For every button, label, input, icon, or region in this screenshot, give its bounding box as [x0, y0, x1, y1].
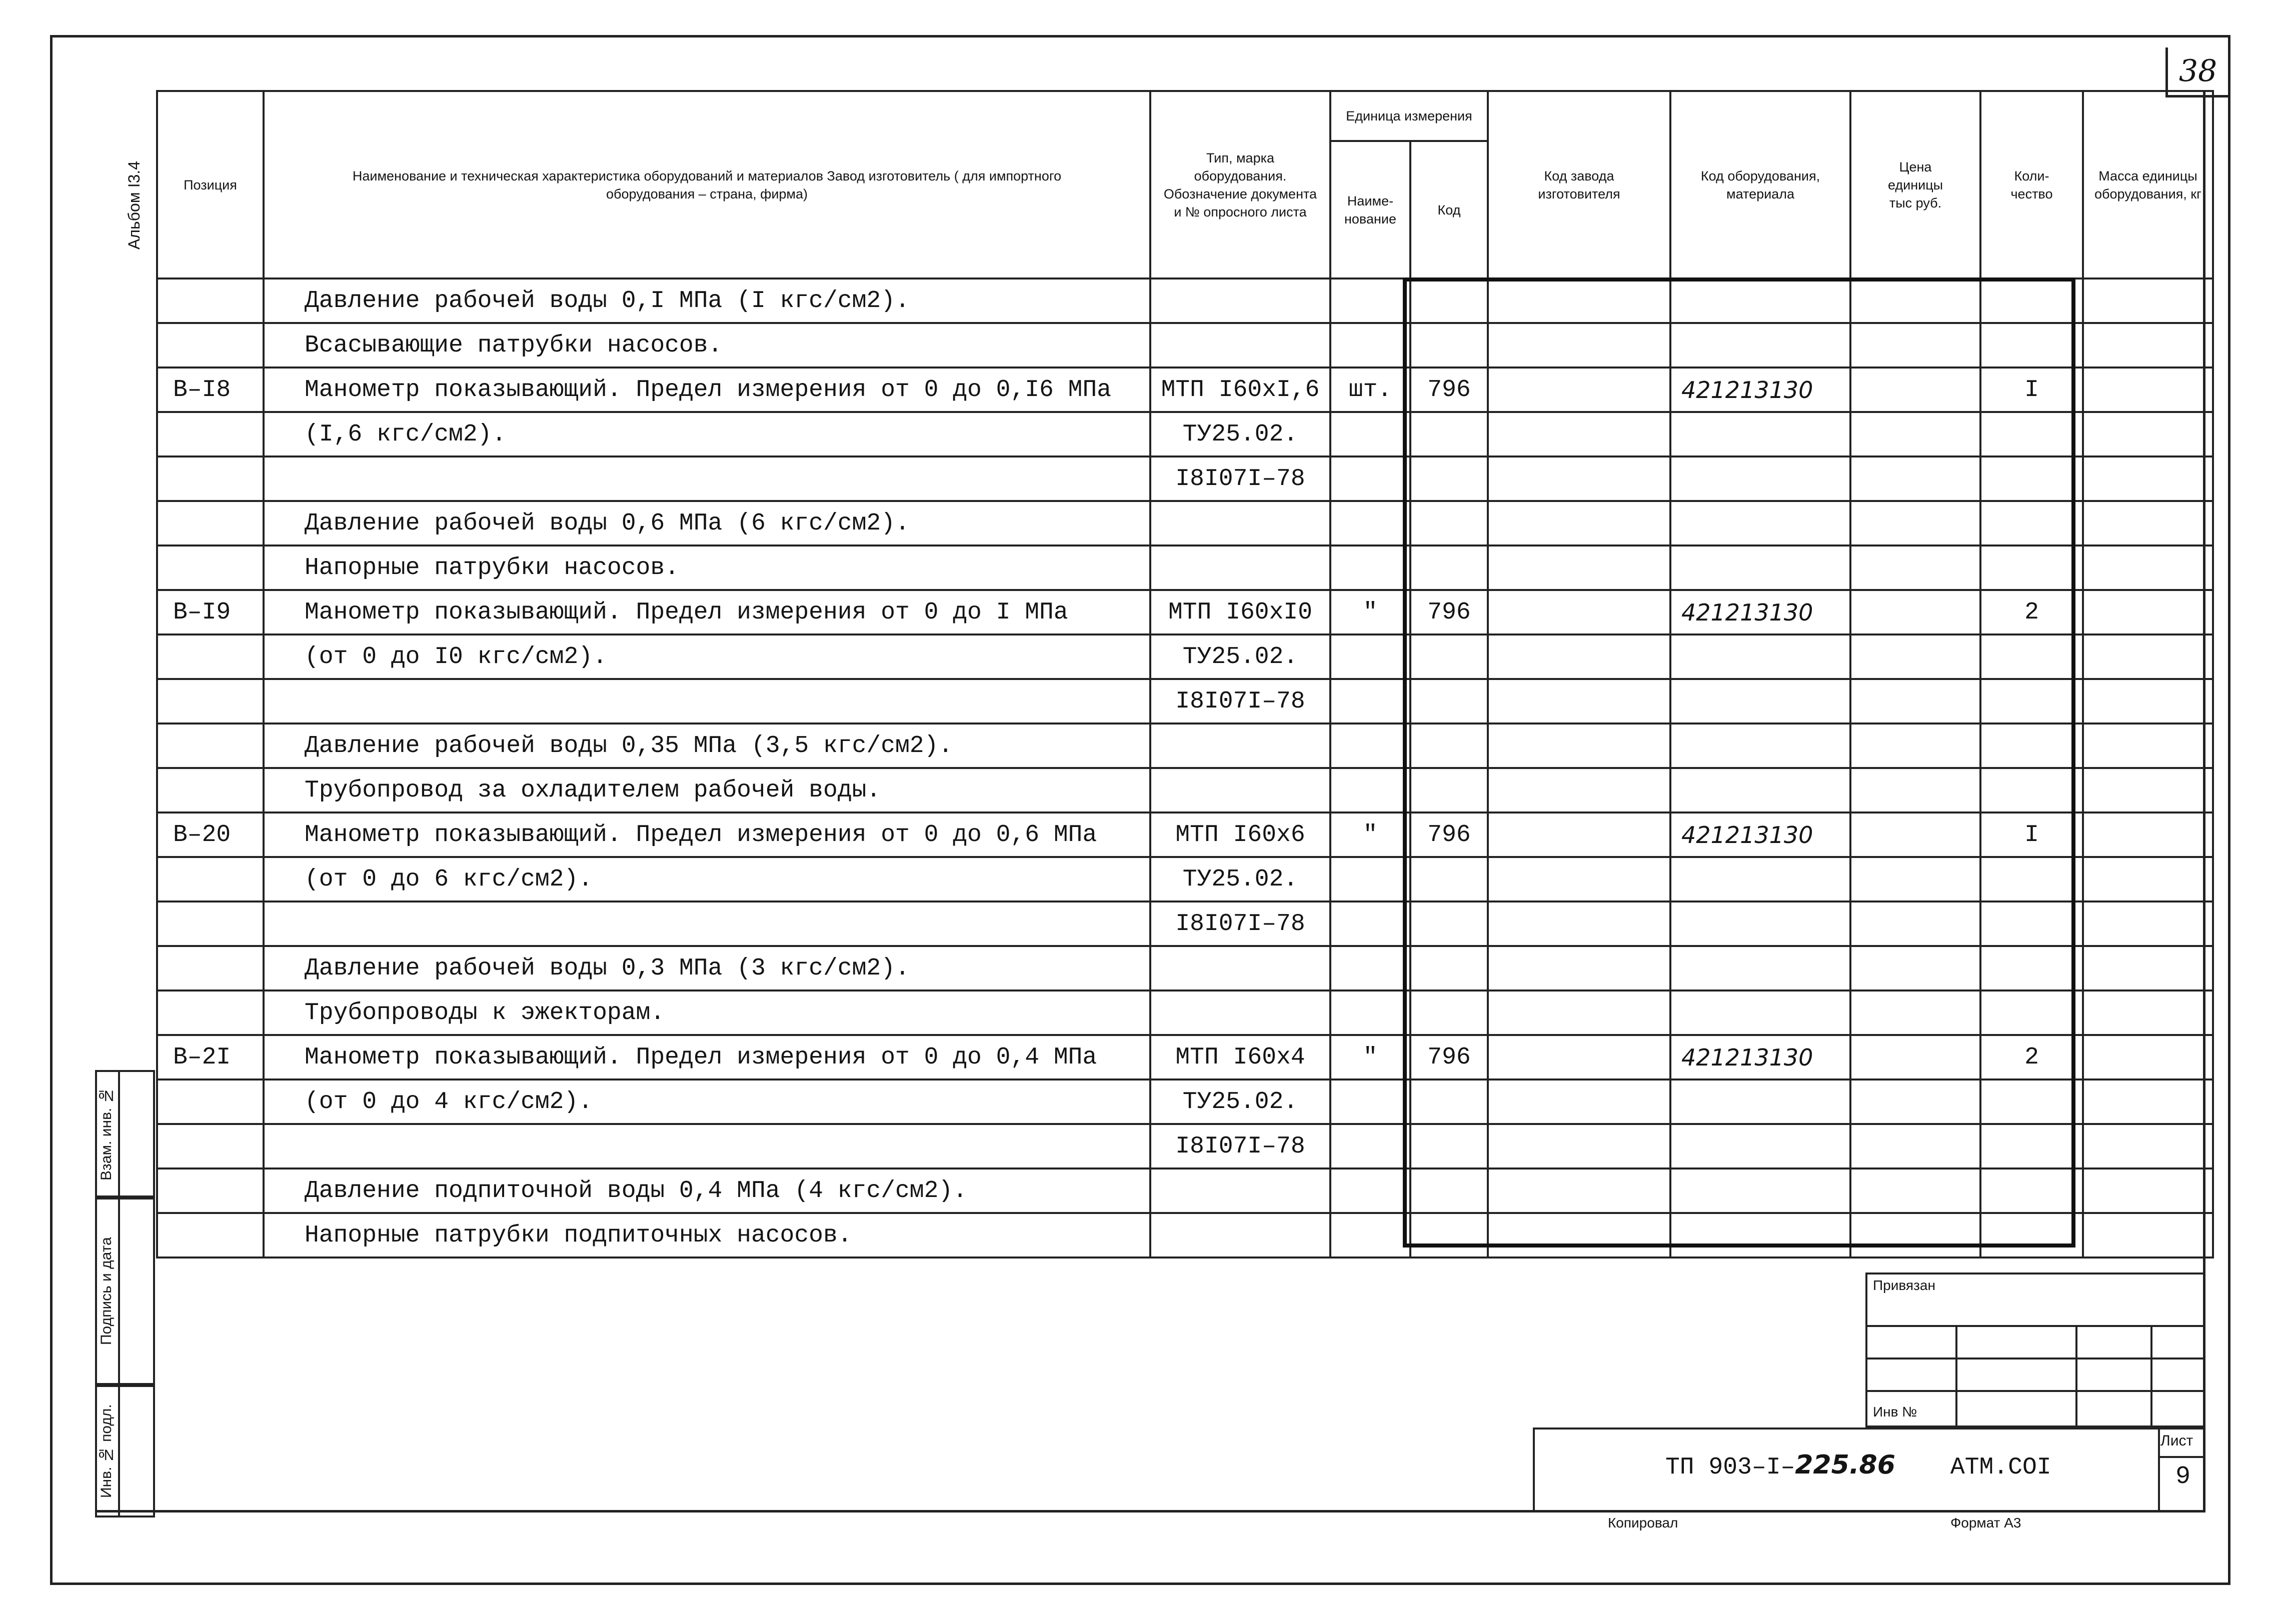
row-unit [1330, 902, 1410, 946]
row-unit-code: 796 [1410, 812, 1488, 857]
row-mass [2083, 990, 2213, 1035]
row-mass [2083, 1168, 2213, 1213]
row-position [157, 724, 264, 768]
table-row [157, 278, 2213, 323]
row-qty [1980, 1213, 2083, 1258]
row-type [1150, 323, 1330, 368]
row-mass [2083, 812, 2213, 857]
row-unit-code [1410, 768, 1488, 812]
row-equip-code [1670, 724, 1850, 768]
row-qty: I [1980, 368, 2083, 412]
table-row [157, 1124, 2213, 1168]
spec-table [156, 90, 2214, 1258]
row-price [1850, 590, 1980, 634]
row-unit [1330, 857, 1410, 902]
row-mass [2083, 546, 2213, 590]
table-row [157, 501, 2213, 546]
row-equip-code: 421213130 [1670, 1035, 1850, 1080]
row-position: В–2I [157, 1035, 264, 1080]
row-position [157, 412, 264, 456]
row-unit-code [1410, 1124, 1488, 1168]
row-price [1850, 368, 1980, 412]
side-label-podpis: Подпись и дата [95, 1198, 120, 1385]
row-position [157, 634, 264, 679]
row-type [1150, 946, 1330, 990]
album-label: Альбом I3.4 [125, 160, 143, 250]
table-row [157, 368, 2213, 412]
header-unit-name: Наиме-нование [1330, 141, 1410, 278]
row-position [157, 278, 264, 323]
header-equip-code: Код оборудования, материала [1670, 91, 1850, 278]
row-unit [1330, 323, 1410, 368]
row-unit-code: 796 [1410, 590, 1488, 634]
row-price [1850, 768, 1980, 812]
row-mass [2083, 278, 2213, 323]
row-price [1850, 456, 1980, 501]
row-position [157, 501, 264, 546]
row-qty [1980, 768, 2083, 812]
row-price [1850, 1124, 1980, 1168]
row-type [1150, 724, 1330, 768]
row-name: Трубопроводы к эжекторам. [264, 990, 1150, 1035]
row-qty [1980, 278, 2083, 323]
table-row [157, 456, 2213, 501]
row-mass [2083, 1035, 2213, 1080]
row-type: ТУ25.02. [1150, 412, 1330, 456]
header-unit: Единица измерения [1330, 91, 1488, 141]
table-row [157, 323, 2213, 368]
row-price [1850, 902, 1980, 946]
row-position [157, 990, 264, 1035]
row-name: Манометр показывающий. Предел измерения от 0 до 0,I6 МПа [264, 368, 1150, 412]
table-row [157, 768, 2213, 812]
row-price [1850, 1168, 1980, 1213]
row-qty: 2 [1980, 590, 2083, 634]
row-qty [1980, 634, 2083, 679]
row-price [1850, 724, 1980, 768]
row-unit-code [1410, 546, 1488, 590]
row-mass [2083, 590, 2213, 634]
row-qty [1980, 1168, 2083, 1213]
row-type [1150, 546, 1330, 590]
row-unit-code: 796 [1410, 1035, 1488, 1080]
row-unit-code [1410, 634, 1488, 679]
row-qty [1980, 946, 2083, 990]
header-type: Тип, марка оборудования. Обозначение документа и № опросного листа [1150, 91, 1330, 278]
row-price [1850, 1035, 1980, 1080]
row-name: (от 0 до 6 кгс/см2). [264, 857, 1150, 902]
row-position [157, 857, 264, 902]
row-unit [1330, 990, 1410, 1035]
header-mass: Масса единицы оборудования, кг [2083, 91, 2213, 278]
row-type [1150, 1213, 1330, 1258]
table-row [157, 412, 2213, 456]
row-price [1850, 323, 1980, 368]
list-label: Лист [2160, 1432, 2193, 1449]
sheet-number: 38 [2165, 48, 2228, 98]
row-name: Давление рабочей воды 0,35 МПа (3,5 кгс/см2). [264, 724, 1150, 768]
side-field-vzam [120, 1070, 155, 1198]
row-position [157, 456, 264, 501]
inv-no-label: Инв № [1873, 1404, 1917, 1420]
row-position: В–I9 [157, 590, 264, 634]
row-type [1150, 1168, 1330, 1213]
row-equip-code [1670, 768, 1850, 812]
table-row [157, 902, 2213, 946]
row-name: Манометр показывающий. Предел измерения от 0 до I МПа [264, 590, 1150, 634]
header-name: Наименование и техническая характеристика оборудований и материалов Завод изготовитель ( для импортного оборудования – страна, фирма) [264, 91, 1150, 278]
row-equip-code: 421213130 [1670, 590, 1850, 634]
row-plant-code [1488, 278, 1670, 323]
table-row [157, 546, 2213, 590]
table-row [157, 1080, 2213, 1124]
row-unit [1330, 724, 1410, 768]
row-mass [2083, 1124, 2213, 1168]
table-row [157, 946, 2213, 990]
row-equip-code [1670, 278, 1850, 323]
row-name: Давление рабочей воды 0,6 МПа (6 кгс/см2). [264, 501, 1150, 546]
row-equip-code [1670, 456, 1850, 501]
row-name: Манометр показывающий. Предел измерения от 0 до 0,6 МПа [264, 812, 1150, 857]
format-label: Формат А3 [1950, 1515, 2021, 1530]
row-plant-code [1488, 1124, 1670, 1168]
row-type [1150, 990, 1330, 1035]
row-unit [1330, 679, 1410, 724]
row-unit: " [1330, 812, 1410, 857]
row-unit-code [1410, 323, 1488, 368]
row-type [1150, 278, 1330, 323]
row-equip-code [1670, 1080, 1850, 1124]
row-qty [1980, 990, 2083, 1035]
row-name: Давление рабочей воды 0,I МПа (I кгс/см2). [264, 278, 1150, 323]
row-name: (от 0 до 4 кгс/см2). [264, 1080, 1150, 1124]
row-unit [1330, 768, 1410, 812]
copied-label: Копировал [1608, 1515, 1678, 1530]
row-type: МТП I60хI,6 [1150, 368, 1330, 412]
row-plant-code [1488, 368, 1670, 412]
header-plant-code: Код завода изготовителя [1488, 91, 1670, 278]
row-equip-code [1670, 857, 1850, 902]
row-qty [1980, 412, 2083, 456]
row-qty [1980, 857, 2083, 902]
row-equip-code [1670, 1213, 1850, 1258]
side-field-podpis [120, 1198, 155, 1385]
row-qty [1980, 902, 2083, 946]
row-plant-code [1488, 1168, 1670, 1213]
row-position [157, 546, 264, 590]
row-qty [1980, 1080, 2083, 1124]
row-unit-code [1410, 278, 1488, 323]
row-unit-code [1410, 456, 1488, 501]
row-name: Манометр показывающий. Предел измерения от 0 до 0,4 МПа [264, 1035, 1150, 1080]
row-plant-code [1488, 724, 1670, 768]
row-type: МТП I60хI0 [1150, 590, 1330, 634]
row-equip-code [1670, 679, 1850, 724]
row-qty [1980, 1124, 2083, 1168]
row-mass [2083, 1080, 2213, 1124]
row-type: МТП I60х4 [1150, 1035, 1330, 1080]
table-row [157, 724, 2213, 768]
row-type: МТП I60х6 [1150, 812, 1330, 857]
row-plant-code [1488, 1213, 1670, 1258]
row-mass [2083, 501, 2213, 546]
row-plant-code [1488, 412, 1670, 456]
row-equip-code: 421213130 [1670, 368, 1850, 412]
row-name: Всасывающие патрубки насосов. [264, 323, 1150, 368]
row-plant-code [1488, 1080, 1670, 1124]
row-name [264, 902, 1150, 946]
row-plant-code [1488, 946, 1670, 990]
row-unit [1330, 501, 1410, 546]
row-price [1850, 857, 1980, 902]
row-plant-code [1488, 768, 1670, 812]
table-row [157, 679, 2213, 724]
row-position [157, 1213, 264, 1258]
privyazan-label: Привязан [1873, 1278, 1935, 1293]
row-mass [2083, 946, 2213, 990]
row-unit [1330, 634, 1410, 679]
row-unit-code [1410, 857, 1488, 902]
row-unit [1330, 1080, 1410, 1124]
row-mass [2083, 456, 2213, 501]
row-mass [2083, 724, 2213, 768]
row-mass [2083, 368, 2213, 412]
row-name: (I,6 кгс/см2). [264, 412, 1150, 456]
row-unit-code [1410, 1213, 1488, 1258]
row-mass [2083, 857, 2213, 902]
row-price [1850, 412, 1980, 456]
row-qty [1980, 546, 2083, 590]
row-mass [2083, 902, 2213, 946]
table-row [157, 812, 2213, 857]
list-value: 9 [2175, 1462, 2191, 1491]
row-unit: " [1330, 1035, 1410, 1080]
row-position [157, 1168, 264, 1213]
row-type [1150, 768, 1330, 812]
row-type: ТУ25.02. [1150, 1080, 1330, 1124]
doc-code: ТП 903–I–225.86 АТМ.СОI [1665, 1450, 2051, 1481]
row-type: I8I07I–78 [1150, 902, 1330, 946]
row-position [157, 1124, 264, 1168]
row-plant-code [1488, 812, 1670, 857]
row-plant-code [1488, 456, 1670, 501]
row-price [1850, 679, 1980, 724]
row-unit-code [1410, 1080, 1488, 1124]
side-field-inv [120, 1385, 155, 1518]
row-price [1850, 990, 1980, 1035]
row-price [1850, 1213, 1980, 1258]
side-label-vzam: Взам. инв. № [95, 1070, 120, 1198]
row-unit [1330, 412, 1410, 456]
row-qty [1980, 501, 2083, 546]
row-type [1150, 501, 1330, 546]
row-price [1850, 278, 1980, 323]
row-mass [2083, 768, 2213, 812]
row-name: Давление подпиточной воды 0,4 МПа (4 кгс/см2). [264, 1168, 1150, 1213]
row-plant-code [1488, 634, 1670, 679]
row-plant-code [1488, 902, 1670, 946]
row-qty [1980, 679, 2083, 724]
row-qty [1980, 323, 2083, 368]
row-position [157, 768, 264, 812]
row-price [1850, 501, 1980, 546]
row-mass [2083, 412, 2213, 456]
row-type: ТУ25.02. [1150, 857, 1330, 902]
row-unit [1330, 1124, 1410, 1168]
row-equip-code [1670, 902, 1850, 946]
row-unit-code [1410, 990, 1488, 1035]
header-position: Позиция [157, 91, 264, 278]
row-plant-code [1488, 323, 1670, 368]
row-unit-code [1410, 724, 1488, 768]
row-name: Напорные патрубки подпиточных насосов. [264, 1213, 1150, 1258]
row-qty [1980, 456, 2083, 501]
row-price [1850, 1080, 1980, 1124]
header-qty: Коли-чество [1980, 91, 2083, 278]
row-position: В–I8 [157, 368, 264, 412]
header-price: Цена единицы тыс руб. [1850, 91, 1980, 278]
row-position [157, 1080, 264, 1124]
row-equip-code [1670, 501, 1850, 546]
row-plant-code [1488, 1035, 1670, 1080]
row-equip-code: 421213130 [1670, 812, 1850, 857]
row-position [157, 902, 264, 946]
row-equip-code [1670, 1124, 1850, 1168]
row-equip-code [1670, 412, 1850, 456]
row-equip-code [1670, 990, 1850, 1035]
row-position [157, 323, 264, 368]
row-mass [2083, 1213, 2213, 1258]
row-unit [1330, 1168, 1410, 1213]
table-row [157, 990, 2213, 1035]
table-row [157, 1035, 2213, 1080]
row-unit-code [1410, 679, 1488, 724]
table-row [157, 857, 2213, 902]
row-price [1850, 546, 1980, 590]
row-name [264, 679, 1150, 724]
row-name [264, 1124, 1150, 1168]
row-unit-code [1410, 902, 1488, 946]
row-plant-code [1488, 679, 1670, 724]
row-price [1850, 634, 1980, 679]
row-unit [1330, 546, 1410, 590]
table-row [157, 590, 2213, 634]
row-type: I8I07I–78 [1150, 679, 1330, 724]
row-unit-code [1410, 1168, 1488, 1213]
table-row [157, 634, 2213, 679]
header-unit-code: Код [1410, 141, 1488, 278]
row-unit [1330, 456, 1410, 501]
row-position [157, 946, 264, 990]
row-unit: " [1330, 590, 1410, 634]
row-mass [2083, 634, 2213, 679]
row-name: (от 0 до I0 кгс/см2). [264, 634, 1150, 679]
row-unit-code [1410, 501, 1488, 546]
row-equip-code [1670, 634, 1850, 679]
row-name: Трубопровод за охладителем рабочей воды. [264, 768, 1150, 812]
row-equip-code [1670, 546, 1850, 590]
row-position: В–20 [157, 812, 264, 857]
row-qty: I [1980, 812, 2083, 857]
row-name: Напорные патрубки насосов. [264, 546, 1150, 590]
row-type: I8I07I–78 [1150, 1124, 1330, 1168]
row-plant-code [1488, 501, 1670, 546]
row-unit: шт. [1330, 368, 1410, 412]
table-row [157, 1213, 2213, 1258]
row-plant-code [1488, 546, 1670, 590]
row-unit-code [1410, 946, 1488, 990]
row-name [264, 456, 1150, 501]
row-name: Давление рабочей воды 0,3 МПа (3 кгс/см2). [264, 946, 1150, 990]
row-mass [2083, 679, 2213, 724]
row-unit [1330, 946, 1410, 990]
row-qty: 2 [1980, 1035, 2083, 1080]
row-plant-code [1488, 590, 1670, 634]
row-unit [1330, 278, 1410, 323]
row-price [1850, 812, 1980, 857]
table-row [157, 1168, 2213, 1213]
row-unit-code [1410, 412, 1488, 456]
row-plant-code [1488, 990, 1670, 1035]
row-equip-code [1670, 1168, 1850, 1213]
row-price [1850, 946, 1980, 990]
row-plant-code [1488, 857, 1670, 902]
row-mass [2083, 323, 2213, 368]
row-type: I8I07I–78 [1150, 456, 1330, 501]
row-type: ТУ25.02. [1150, 634, 1330, 679]
row-qty [1980, 724, 2083, 768]
side-label-inv: Инв. № подл. [95, 1385, 120, 1518]
row-equip-code [1670, 323, 1850, 368]
row-equip-code [1670, 946, 1850, 990]
row-unit-code: 796 [1410, 368, 1488, 412]
row-unit [1330, 1213, 1410, 1258]
row-position [157, 679, 264, 724]
